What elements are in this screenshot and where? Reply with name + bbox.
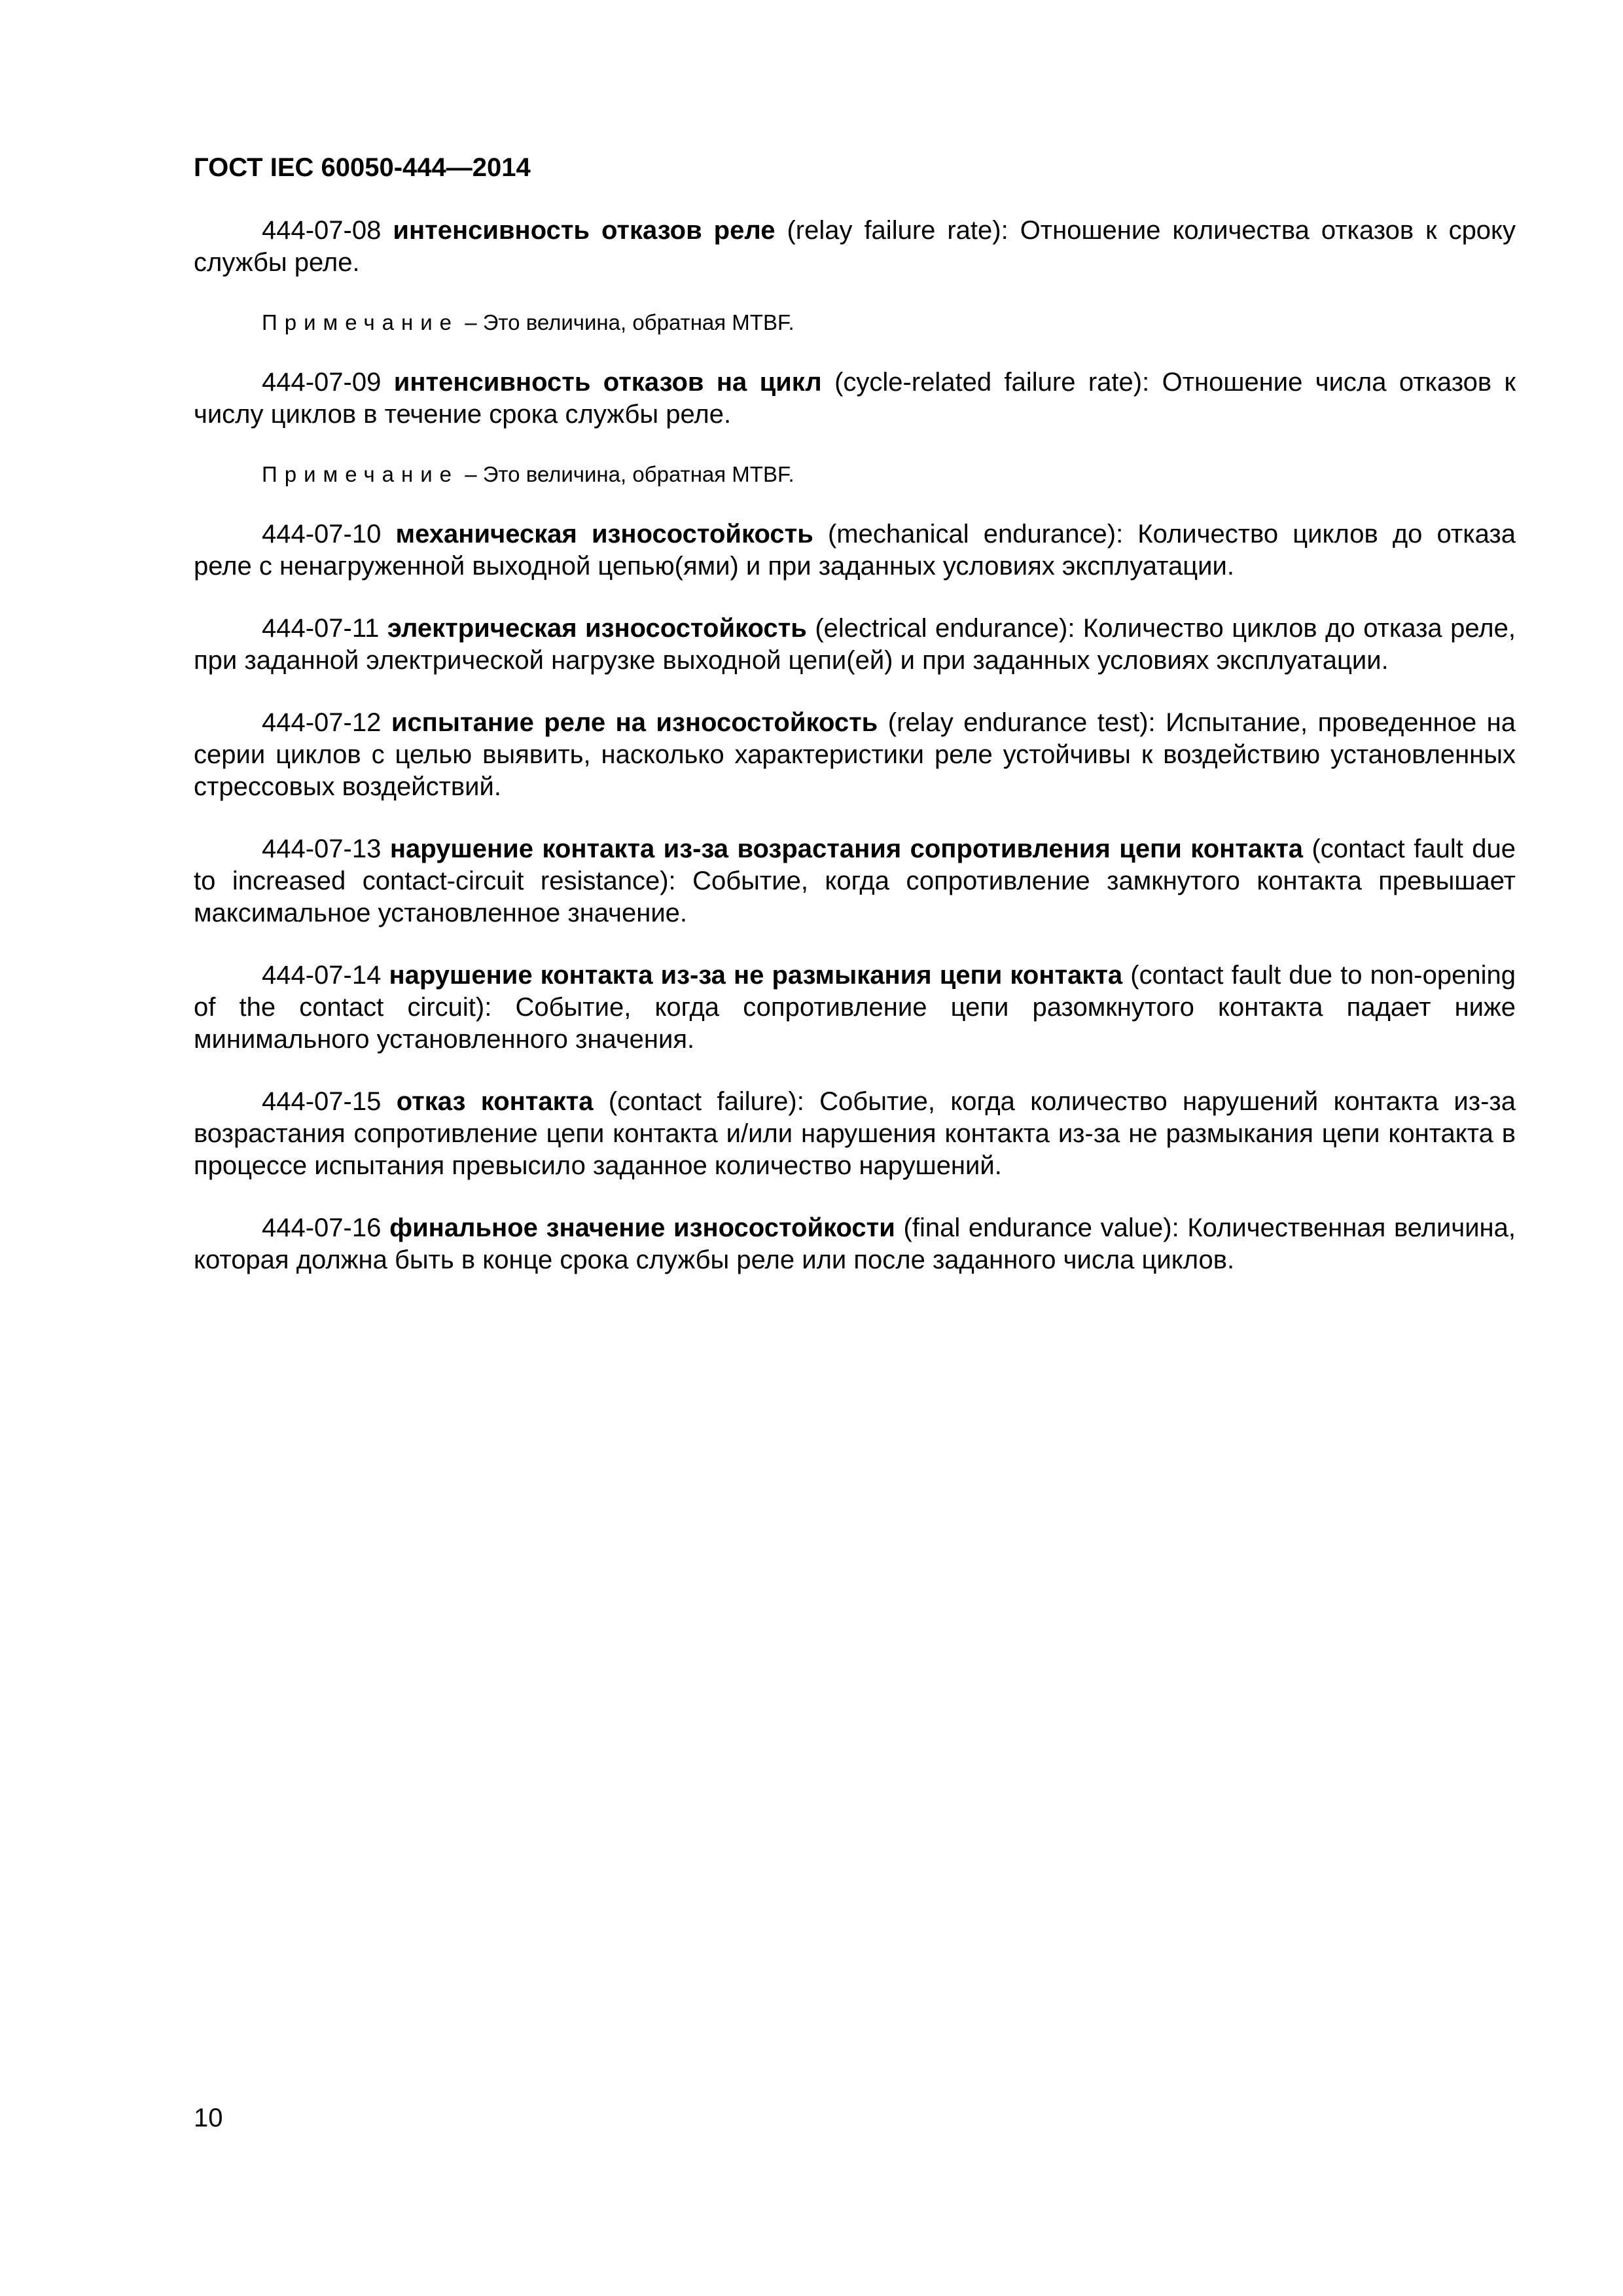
term-entry-444-07-12 <box>194 707 1516 803</box>
term-title: интенсивность отказов на цикл <box>393 368 822 397</box>
term-note <box>194 461 1516 488</box>
term-title: испытание реле на износостойкость <box>391 708 878 737</box>
term-entry-444-07-16 <box>194 1212 1516 1276</box>
term-definition: (electrical endurance): Количество циклов до отказа реле, при заданной электрической нагрузке выходной цепи(ей) и при заданных условиях эксплуатации. <box>194 614 1516 675</box>
term-title: механическая износостойкость <box>395 520 813 548</box>
term-title: интенсивность отказов реле <box>393 216 776 245</box>
term-number: 444-07-10 <box>262 520 382 548</box>
term-entry-444-07-10 <box>194 518 1516 583</box>
note-text: – Это величина, обратная MTBF. <box>465 310 794 334</box>
term-definition: (contact failure): Событие, когда количество нарушений контакта из-за возрастания сопротивление цепи контакта и/или нарушения контакта из-за не размыкания цепи контакта в процессе испытания превысило заданное количество нарушений. <box>194 1087 1516 1180</box>
term-entry-444-07-11 <box>194 613 1516 677</box>
terms-list <box>194 215 1516 1306</box>
term-entry-444-07-09 <box>194 367 1516 431</box>
term-definition: (mechanical endurance): Количество циклов до отказа реле с ненагруженной выходной цепью(ями) и при заданных условиях эксплуатации. <box>194 520 1516 581</box>
term-number: 444-07-16 <box>262 1213 382 1242</box>
note-text: – Это величина, обратная MTBF. <box>465 462 794 486</box>
term-title: нарушение контакта из-за возрастания сопротивления цепи контакта <box>389 834 1304 863</box>
term-entry-444-07-13 <box>194 833 1516 929</box>
term-entry-444-07-14 <box>194 960 1516 1056</box>
term-number: 444-07-15 <box>262 1087 382 1116</box>
term-entry-444-07-15 <box>194 1086 1516 1182</box>
term-entry-444-07-08 <box>194 215 1516 279</box>
note-label: Примечание <box>262 462 459 486</box>
term-title: нарушение контакта из-за не размыкания цепи контакта <box>389 961 1123 990</box>
term-title: отказ контакта <box>396 1087 594 1116</box>
page-number: 10 <box>194 2104 223 2132</box>
term-number: 444-07-14 <box>262 961 382 990</box>
term-definition: (relay endurance test): Испытание, проведенное на серии циклов с целью выявить, насколько характеристики реле устойчивы к воздействию установленных стрессовых воздействий. <box>194 708 1516 801</box>
term-definition: (relay failure rate): Отношение количества отказов к сроку службы реле. <box>194 216 1516 277</box>
term-number: 444-07-08 <box>262 216 382 245</box>
term-title: финальное значение износостойкости <box>389 1213 895 1242</box>
term-number: 444-07-12 <box>262 708 382 737</box>
term-number: 444-07-11 <box>262 614 380 643</box>
term-definition: (contact fault due to non-opening of the contact circuit): Событие, когда сопротивление цепи разомкнутого контакта падает ниже минимального установленного значения. <box>194 961 1516 1054</box>
term-definition: (final endurance value): Количественная величина, которая должна быть в конце срока службы реле или после заданного числа циклов. <box>194 1213 1516 1274</box>
term-note <box>194 309 1516 336</box>
term-number: 444-07-13 <box>262 834 382 863</box>
term-number: 444-07-09 <box>262 368 382 397</box>
term-title: электрическая износостойкость <box>387 614 807 643</box>
term-definition: (cycle-related failure rate): Отношение числа отказов к числу циклов в течение срока службы реле. <box>194 368 1516 429</box>
document-header: ГОСТ IEC 60050-444—2014 <box>194 153 531 182</box>
note-label: Примечание <box>262 310 459 334</box>
term-definition: (contact fault due to increased contact-circuit resistance): Событие, когда сопротивление замкнутого контакта превышает максимальное установленное значение. <box>194 834 1516 927</box>
